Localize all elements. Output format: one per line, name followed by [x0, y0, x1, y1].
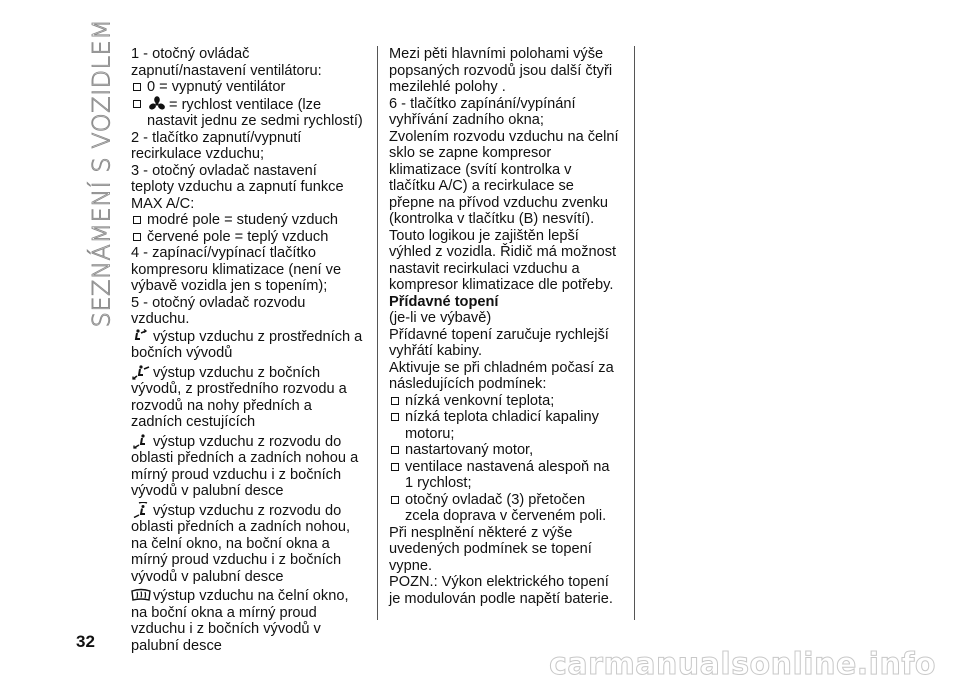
right-column	[389, 46, 621, 607]
column-divider-left	[377, 46, 378, 620]
bullet-red-field: červené pole = teplý vzduch	[131, 229, 363, 246]
item-3-text: 3 - otočný ovladač nastavení teploty vzduchu a zapnutí funkce MAX A/C:	[131, 162, 344, 212]
bullet-square-icon	[391, 397, 399, 405]
vent-face-feet-item: výstup vzduchu z bočních vývodů, z prostředního rozvodu a rozvodů na nohy předních a zadních cestujících	[131, 364, 347, 430]
paragraph: Přídavné topení zaručuje rychlejší vyhřátí kabiny.	[389, 326, 609, 359]
item-2-text: 2 - tlačítko zapnutí/vypnutí recirkulace vzduchu;	[131, 129, 302, 162]
paragraph: (je-li ve výbavě)	[389, 310, 492, 326]
bullet-square-icon	[133, 216, 141, 224]
bullet-square-icon	[133, 100, 141, 108]
windscreen-defrost-item: výstup vzduchu na čelní okno, na boční okna a mírný proud vzduchu i z bočních vývodů v palubní desce	[131, 588, 349, 654]
bullet-square-icon	[391, 463, 399, 471]
vent-face-icon	[131, 328, 151, 344]
bullet-condition: otočný ovladač (3) přetočen zcela doprava v červeném poli.	[389, 492, 621, 525]
bullet-square-icon	[391, 413, 399, 421]
paragraph: Při nesplnění některé z výše uvedených podmínek se topení vypne.	[389, 524, 592, 574]
bullet-square-icon	[133, 83, 141, 91]
fan-icon	[147, 96, 167, 112]
left-column	[131, 46, 363, 654]
bullet-fan-off: 0 = vypnutý ventilátor	[131, 79, 363, 96]
paragraph: Zvolením rozvodu vzduchu na čelní sklo se zapne kompresor klimatizace (svítí kontrolka v tlačítku A/C) a recirkulace se přepne na přívod vzduchu zvenku (kontrolka v tlačítku (B) nesvítí). Touto logikou je zajištěn lepší výhled z vozidla. Řidič má možnost nastavit recirkulaci vzduchu a kompresor klimatizace dle potřeby.	[389, 128, 619, 293]
item-4-text: 4 - zapínací/vypínací tlačítko kompresoru klimatizace (není ve výbavě vozidla jen s topením);	[131, 245, 342, 294]
column-divider-right	[634, 46, 635, 620]
vent-face-feet-icon	[131, 364, 151, 380]
watermark: carmanualsonline.info	[549, 647, 936, 682]
vent-feet-icon	[131, 433, 151, 449]
page-number: 32	[76, 632, 95, 651]
paragraph: Aktivuje se při chladném počasí za následujících podmínek:	[389, 359, 614, 392]
bullet-blue-field: modré pole = studený vzduch	[131, 212, 363, 229]
vent-feet-item: výstup vzduchu z rozvodu do oblasti předních a zadních nohou a mírný proud vzduchu i z bočních vývodů v palubní desce	[131, 433, 359, 499]
item-1-text: 1 - otočný ovládač zapnutí/nastavení ventilátoru:	[131, 46, 322, 79]
vent-feet-windscreen-icon	[131, 502, 151, 518]
paragraph: Mezi pěti hlavními polohami výše popsaných rozvodů jsou další čtyři mezilehlé polohy .	[389, 46, 613, 95]
bullet-condition: nastartovaný motor,	[389, 442, 621, 459]
paragraph: POZN.: Výkon elektrického topení je modulován podle napětí baterie.	[389, 574, 613, 607]
bullet-condition: ventilace nastavená alespoň na 1 rychlost;	[389, 459, 621, 492]
bullet-condition: nízká venkovní teplota;	[389, 393, 621, 410]
bullet-fan-speed: = rychlost ventilace (lze nastavit jednu ze sedmi rychlostí)	[131, 96, 363, 130]
section-heading: Přídavné topení	[389, 293, 499, 310]
windscreen-defrost-icon	[131, 587, 151, 603]
bullet-condition: nízká teplota chladicí kapaliny motoru;	[389, 409, 621, 442]
item-6-text: 6 - tlačítko zapínání/vypínání vyhřívání zadního okna;	[389, 95, 576, 128]
vent-feet-windscreen-item: výstup vzduchu z rozvodu do oblasti předních a zadních nohou, na čelní okno, na boční okna a mírný proud vzduchu i z bočních vývodů v palubní desce	[131, 502, 351, 585]
vent-face-item: výstup vzduchu z prostředních a bočních vývodů	[131, 328, 363, 361]
item-5-text: 5 - otočný ovladač rozvodu vzduchu.	[131, 294, 306, 327]
bullet-square-icon	[391, 496, 399, 504]
bullet-square-icon	[391, 446, 399, 454]
section-title-text: SEZNÁMENÍ S VOZIDLEM	[87, 18, 116, 328]
bullet-square-icon	[133, 233, 141, 241]
section-title	[83, 18, 119, 328]
